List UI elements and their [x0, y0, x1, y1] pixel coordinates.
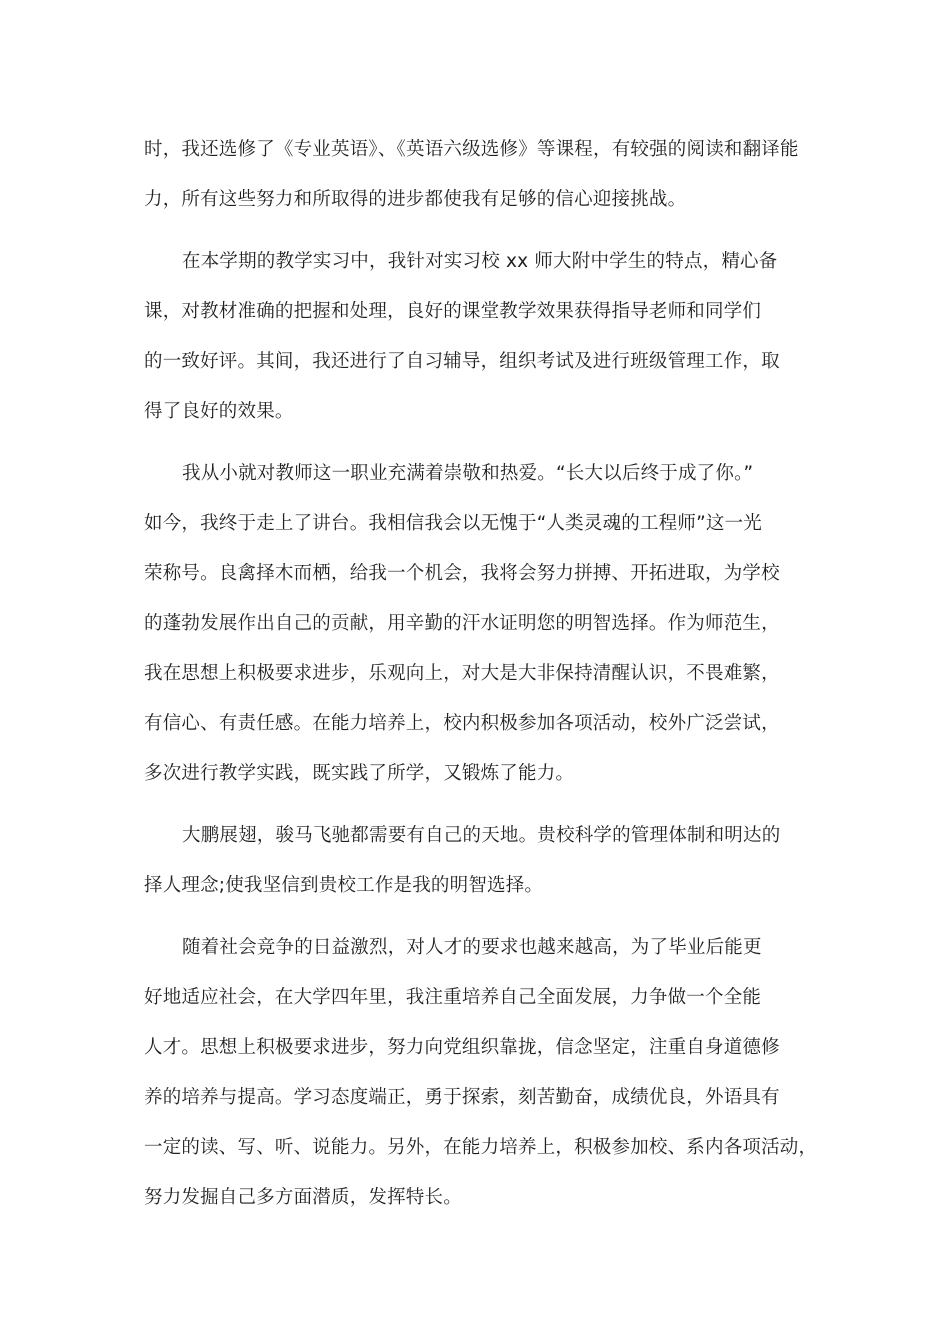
text-line: 得了良好的效果。 [144, 401, 294, 422]
text-line: 好地适应社会，在大学四年里，我注重培养自己全面发展，力争做一个全能 [144, 987, 762, 1008]
text-line: 择人理念;使我坚信到贵校工作是我的明智选择。 [144, 875, 544, 896]
text-line: 如今，我终于走上了讲台。我相信我会以无愧于“人类灵魂的工程师”这一光 [144, 513, 762, 534]
text-line: 的蓬勃发展作出自己的贡献，用辛勤的汗水证明您的明智选择。作为师范生， [144, 613, 780, 634]
text-line: 大鹏展翅，骏马飞驰都需要有自己的天地。贵校科学的管理体制和明达的 [182, 825, 781, 846]
text-line: 时，我还选修了《专业英语》、《英语六级选修》等课程，有较强的阅读和翻译能 [144, 139, 799, 160]
text-line: 荣称号。良禽择木而栖，给我一个机会，我将会努力拼搏、开拓进取，为学校 [144, 563, 780, 584]
text-line: 一定的读、写、听、说能力。另外，在能力培养上，积极参加校、系内各项活动， [144, 1137, 818, 1158]
text-line: 力，所有这些努力和所取得的进步都使我有足够的信心迎接挑战。 [144, 189, 687, 210]
text-line: 努力发掘自己多方面潜质，发挥特长。 [144, 1187, 462, 1208]
text-line: 养的培养与提高。学习态度端正，勇于探索，刻苦勤奋，成绩优良，外语具有 [144, 1087, 780, 1108]
text-line: 人才。思想上积极要求进步，努力向党组织靠拢，信念坚定，注重自身道德修 [144, 1037, 780, 1058]
text-line: 的一致好评。其间，我还进行了自习辅导，组织考试及进行班级管理工作，取 [144, 351, 780, 372]
text-line: 我在思想上积极要求进步，乐观向上，对大是大非保持清醒认识，不畏难繁， [144, 663, 780, 684]
text-line: 我从小就对教师这一职业充满着崇敬和热爱。“长大以后终于成了你。” [182, 463, 754, 484]
text-line: 有信心、有责任感。在能力培养上，校内积极参加各项活动，校外广泛尝试， [144, 713, 780, 734]
text-line: 在本学期的教学实习中，我针对实习校 xx 师大附中学生的特点，精心备 [182, 251, 778, 272]
text-line: 课，对教材准确的把握和处理，良好的课堂教学效果获得指导老师和同学们 [144, 301, 762, 322]
text-line: 随着社会竞争的日益激烈，对人才的要求也越来越高，为了毕业后能更 [182, 937, 762, 958]
text-line: 多次进行教学实践，既实践了所学，又锻炼了能力。 [144, 763, 575, 784]
